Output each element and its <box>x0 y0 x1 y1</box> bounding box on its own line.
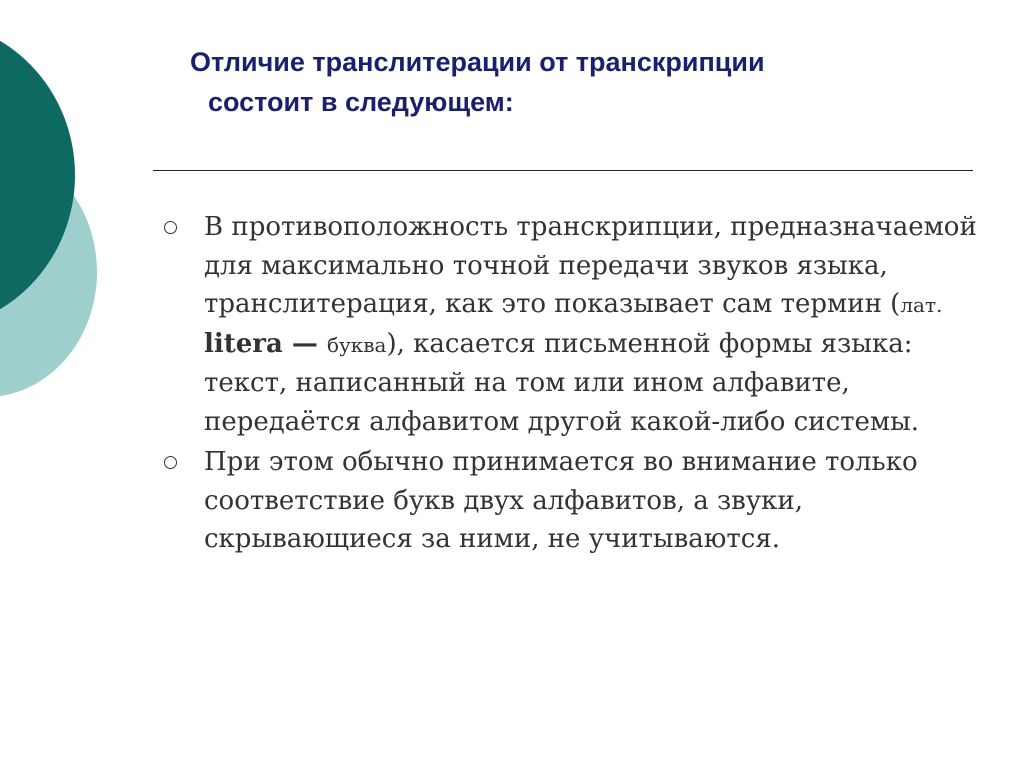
bullet-1-text-part1: В противоположность транскрипции, предназначаемой для максимально точной передачи звуков языка, транслитерация, как это показывает сам термин ( <box>204 212 977 319</box>
slide-title <box>190 42 970 122</box>
bullet-1-litera: litera — <box>204 328 327 359</box>
circle-bullet-icon <box>164 456 177 469</box>
bullet-1-bukva: буква <box>326 332 387 357</box>
title-line-2: состоит в следующем: <box>208 87 514 117</box>
bullet-1-lat: лат. <box>900 293 943 317</box>
bullet-2-text: При этом обычно принимается во внимание только соответствие букв двух алфавитов, а звуки, скрывающиеся за ними, не учитываются. <box>204 447 918 554</box>
bullet-1-text-part2: ), касается письменной формы языка: текст, написанный на том или ином алфавите, передаётся алфавитом другой какой-либо системы. <box>204 328 920 437</box>
title-divider <box>153 170 973 171</box>
circle-bullet-icon <box>164 221 177 234</box>
bullet-list <box>162 208 982 561</box>
title-line-1: Отличие транслитерации от транскрипции <box>190 47 765 77</box>
bullet-item-2 <box>162 443 982 559</box>
bullet-item-1 <box>162 208 982 441</box>
